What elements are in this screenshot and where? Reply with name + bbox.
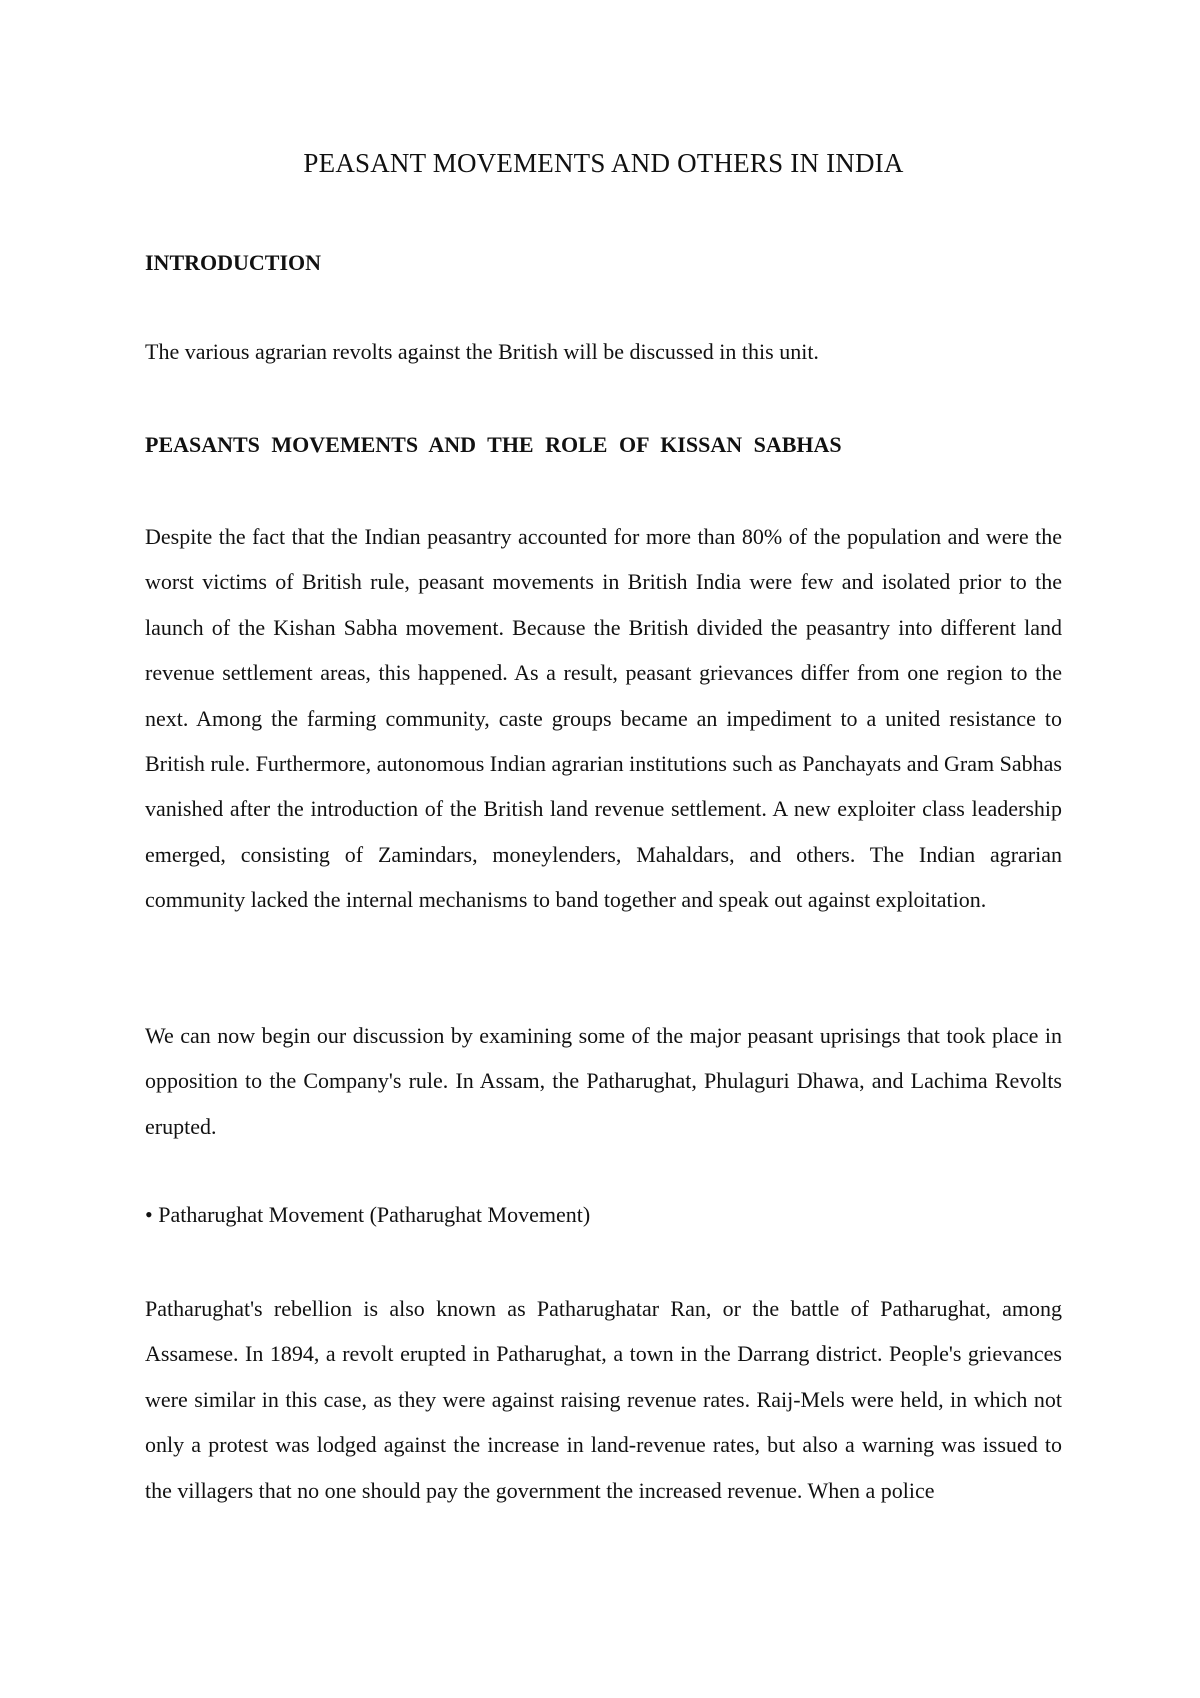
introduction-heading: INTRODUCTION [145,250,322,275]
introduction-paragraph: The various agrarian revolts against the British will be discussed in this unit. [145,339,819,364]
kissan-sabhas-heading: PEASANTS MOVEMENTS AND THE ROLE OF KISSAN SABHAS [145,432,842,457]
body-paragraph-3: Patharughat's rebellion is also known as Patharughatar Ran, or the battle of Patharughat, among Assamese. In 1894, a revolt erupted in Patharughat, a town in the Darrang district. People's grievances were similar in this case, as they were against raising revenue rates. Raij-Mels were held, in which not only a protest was lodged against the increase in land-revenue rates, but also a warning was issued to the villagers that no one should pay the government the increased revenue. When a police [145,1296,1062,1503]
body-paragraph-1: Despite the fact that the Indian peasantry accounted for more than 80% of the population and were the worst victims of British rule, peasant movements in British India were few and isolated prior to the launch of the Kishan Sabha movement. Because the British divided the peasantry into different land revenue settlement areas, this happened. As a result, peasant grievances differ from one region to the next. Among the farming community, caste groups became an impediment to a united resistance to British rule. Furthermore, autonomous Indian agrarian institutions such as Panchayats and Gram Sabhas vanished after the introduction of the British land revenue settlement. A new exploiter class leadership emerged, consisting of Zamindars, moneylenders, Mahaldars, and others. The Indian agrarian community lacked the internal mechanisms to band together and speak out against exploitation. [145,524,1062,913]
page-title: PEASANT MOVEMENTS AND OTHERS IN INDIA [303,148,904,178]
body-paragraph-2: We can now begin our discussion by examining some of the major peasant uprisings that took place in opposition to the Company's rule. In Assam, the Patharughat, Phulaguri Dhawa, and Lachima Revolts erupted. [145,1023,1062,1139]
bullet-item-patharughat: • Patharughat Movement (Patharughat Movement) [145,1202,591,1227]
